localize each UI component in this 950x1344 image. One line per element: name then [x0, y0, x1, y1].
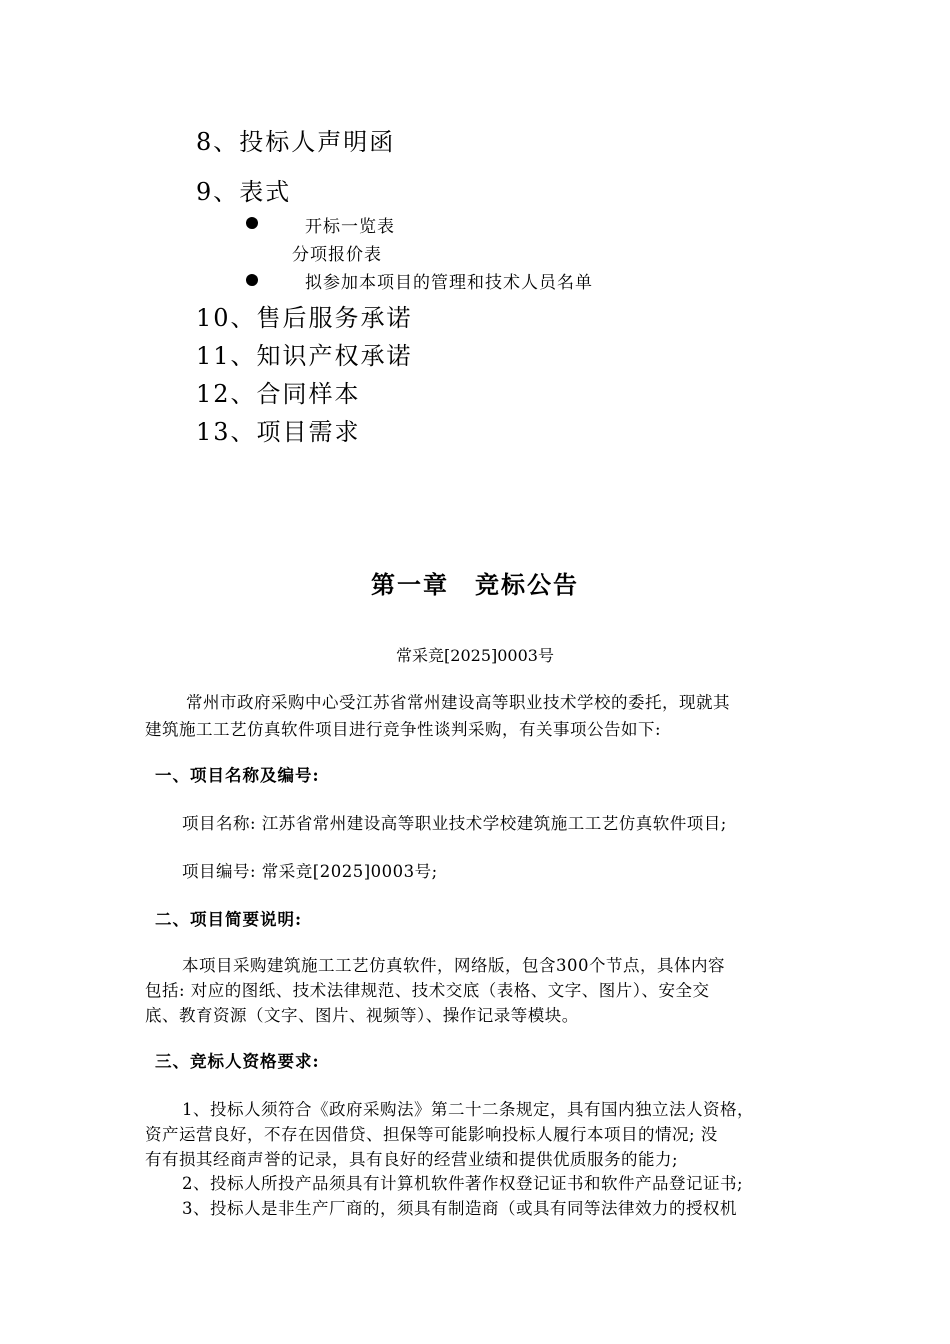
toc-item-8: 8、投标人声明函 — [196, 128, 396, 156]
toc-item-10: 10、售后服务承诺 — [196, 304, 413, 332]
intro-line-1: 常州市政府采购中心受江苏省常州建设高等职业技术学校的委托，现就其 — [186, 693, 730, 712]
toc-item-12: 12、合同样本 — [196, 380, 361, 408]
requirement-1-line-2: 资产运营良好，不存在因借贷、担保等可能影响投标人履行本项目的情况; 没 — [145, 1125, 718, 1144]
description-line-2: 包括: 对应的图纸、技术法律规范、技术交底（表格、文字、图片）、安全交 — [145, 981, 710, 1000]
toc-item-13: 13、项目需求 — [196, 418, 361, 446]
requirement-1-line-1: 1、投标人须符合《政府采购法》第二十二条规定，具有国内独立法人资格， — [182, 1100, 754, 1119]
toc-item-11: 11、知识产权承诺 — [196, 342, 413, 370]
intro-line-2: 建筑施工工艺仿真软件项目进行竞争性谈判采购，有关事项公告如下: — [145, 720, 662, 739]
project-name: 项目名称: 江苏省常州建设高等职业技术学校建筑施工工艺仿真软件项目; — [182, 814, 727, 833]
requirement-1-line-3: 有有损其经商声誉的记录，具有良好的经营业绩和提供优质服务的能力; — [145, 1150, 679, 1169]
bullet-icon — [246, 274, 258, 286]
section-2-heading: 二、项目简要说明: — [155, 910, 303, 929]
requirement-2: 2、投标人所投产品须具有计算机软件著作权登记证书和软件产品登记证书; — [182, 1174, 744, 1193]
bullet-icon — [246, 217, 258, 229]
toc-subitem-itemized-quote: 分项报价表 — [292, 245, 382, 265]
requirement-3: 3、投标人是非生产厂商的，须具有制造商（或具有同等法律效力的授权机 — [182, 1199, 737, 1218]
toc-subitem-staff-list: 拟参加本项目的管理和技术人员名单 — [305, 273, 593, 293]
toc-item-9: 9、表式 — [196, 178, 292, 206]
project-number: 项目编号: 常采竞[2025]0003号; — [182, 862, 438, 881]
document-number: 常采竞[2025]0003号 — [396, 646, 554, 665]
description-line-3: 底、教育资源（文字、图片、视频等）、操作记录等模块。 — [145, 1006, 579, 1025]
section-3-heading: 三、竞标人资格要求: — [155, 1052, 320, 1071]
toc-subitem-bid-summary: 开标一览表 — [305, 217, 395, 237]
description-line-1: 本项目采购建筑施工工艺仿真软件，网络版，包含300个节点，具体内容 — [182, 956, 725, 975]
chapter-title: 第一章 竞标公告 — [371, 570, 579, 599]
section-1-heading: 一、项目名称及编号: — [155, 766, 320, 785]
